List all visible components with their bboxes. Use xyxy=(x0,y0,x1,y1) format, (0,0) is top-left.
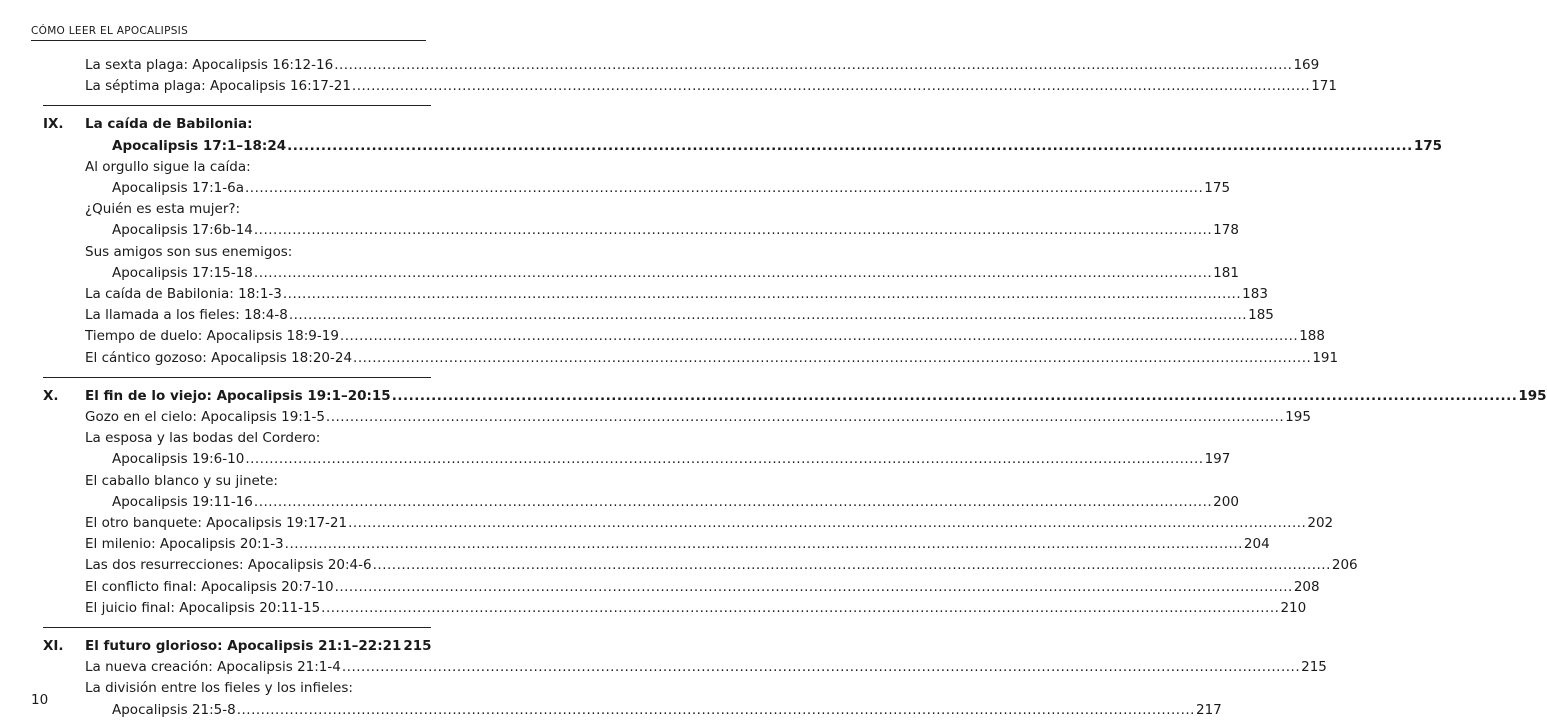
section-numeral: XI. xyxy=(43,638,64,655)
dot-leader: ........................................................................................................................................................................................................ xyxy=(391,387,1518,404)
toc-chapter-entry xyxy=(85,114,1442,156)
entry-title: Tiempo de duelo: Apocalipsis 18:9-19 xyxy=(85,328,339,345)
entry-title-line: ¿Quién es esta mujer?: xyxy=(85,201,241,218)
section-numeral: X. xyxy=(43,387,59,404)
dot-leader: ........................................................................................................................................................................................................ xyxy=(245,180,1204,197)
toc-entry xyxy=(85,555,1358,576)
entry-title-line: Sus amigos son sus enemigos: xyxy=(85,243,293,260)
dot-leader: ........................................................................................................................................................................................................ xyxy=(353,349,1312,366)
dot-leader: ........................................................................................................................................................................................................ xyxy=(321,599,1280,616)
toc-section xyxy=(43,105,1442,368)
dot-leader: ........................................................................................................................................................................................................ xyxy=(348,515,1307,532)
entry-page-number: 217 xyxy=(1195,701,1222,718)
entry-title-line: El caballo blanco y su jinete: xyxy=(85,472,278,489)
entry-title: La caída de Babilonia: 18:1-3 xyxy=(85,286,282,303)
entry-title: El futuro glorioso: Apocalipsis 21:1–22:21 xyxy=(85,638,402,655)
toc-section xyxy=(43,55,1337,97)
toc-entry xyxy=(85,284,1268,305)
table-of-contents xyxy=(43,55,1547,721)
toc-entry xyxy=(85,577,1320,598)
entry-title: La nueva creación: Apocalipsis 21:1-4 xyxy=(85,659,341,676)
toc-entry xyxy=(85,242,1239,284)
entry-page-number: 181 xyxy=(1213,264,1239,281)
entry-page-number: 200 xyxy=(1213,493,1239,510)
dot-leader: ........................................................................................................................................................................................................ xyxy=(341,659,1301,676)
entry-title: Apocalipsis 17:1–18:24 xyxy=(112,137,287,154)
entry-title: Apocalipsis 19:11-16 xyxy=(112,493,253,510)
toc-entry xyxy=(85,678,1222,720)
dot-leader: ........................................................................................................................................................................................................ xyxy=(253,493,1213,510)
toc-entry xyxy=(85,348,1339,369)
entry-page-number: 210 xyxy=(1280,599,1307,616)
dot-leader: ........................................................................................................................................................................................................ xyxy=(253,222,1213,239)
entry-page-number: 215 xyxy=(1301,659,1327,676)
entry-page-number: 204 xyxy=(1243,536,1270,553)
dot-leader: ........................................................................................................................................................................................................ xyxy=(284,536,1243,553)
section-numeral: IX. xyxy=(43,116,64,133)
toc-entry xyxy=(85,326,1325,347)
toc-section xyxy=(43,377,1547,619)
toc-entry xyxy=(85,199,1239,241)
entry-page-number: 169 xyxy=(1293,57,1320,73)
dot-leader: ........................................................................................................................................................................................................ xyxy=(253,264,1213,281)
toc-entry xyxy=(85,428,1231,470)
entry-title-line: La esposa y las bodas del Cordero: xyxy=(85,430,321,447)
entry-page-number: 202 xyxy=(1307,515,1334,532)
toc-entry xyxy=(85,513,1334,534)
entry-title: La sexta plaga: Apocalipsis 16:12-16 xyxy=(85,57,334,73)
entry-page-number: 215 xyxy=(403,638,432,655)
entry-page-number: 188 xyxy=(1299,328,1325,345)
entry-title: El fin de lo viejo: Apocalipsis 19:1–20:15 xyxy=(85,387,391,404)
entry-page-number: 183 xyxy=(1242,286,1268,303)
entry-title-line: La división entre los fieles y los infieles: xyxy=(85,680,353,697)
dot-leader: ........................................................................................................................................................................................................ xyxy=(339,328,1299,345)
running-header: CÓMO LEER EL APOCALIPSIS xyxy=(31,25,426,41)
entry-page-number: 195 xyxy=(1285,409,1311,426)
entry-title: La llamada a los fieles: 18:4-8 xyxy=(85,307,288,324)
toc-entry xyxy=(85,76,1337,97)
entry-page-number: 197 xyxy=(1204,451,1231,468)
toc-entry xyxy=(85,305,1274,326)
entry-title: El otro banquete: Apocalipsis 19:17-21 xyxy=(85,515,348,532)
dot-leader: ........................................................................................................................................................................................................ xyxy=(351,78,1311,95)
dot-leader: ........................................................................................................................................................................................................ xyxy=(334,578,1293,595)
dot-leader: ........................................................................................................................................................................................................ xyxy=(282,286,1242,303)
entry-title: La séptima plaga: Apocalipsis 16:17-21 xyxy=(85,78,351,95)
entry-page-number: 208 xyxy=(1293,578,1320,595)
entry-page-number: 195 xyxy=(1518,387,1547,404)
toc-chapter-entry xyxy=(85,636,431,657)
toc-entry xyxy=(85,471,1239,513)
dot-leader: ........................................................................................................................................................................................................ xyxy=(287,137,1413,154)
entry-title: Apocalipsis 19:6-10 xyxy=(112,451,245,468)
toc-entry xyxy=(85,55,1320,76)
toc-chapter-entry xyxy=(85,386,1547,407)
dot-leader: ........................................................................................................................................................................................................ xyxy=(236,701,1195,718)
toc-entry xyxy=(85,657,1327,678)
entry-title: El milenio: Apocalipsis 20:1-3 xyxy=(85,536,284,553)
entry-title: Gozo en el cielo: Apocalipsis 19:1-5 xyxy=(85,409,325,426)
dot-leader: ........................................................................................................................................................................................................ xyxy=(325,409,1285,426)
entry-title: El cántico gozoso: Apocalipsis 18:20-24 xyxy=(85,349,353,366)
entry-title: Apocalipsis 17:15-18 xyxy=(112,264,253,281)
entry-title: El juicio final: Apocalipsis 20:11-15 xyxy=(85,599,321,616)
entry-title: El conflicto final: Apocalipsis 20:7-10 xyxy=(85,578,334,595)
entry-title: Apocalipsis 17:6b-14 xyxy=(112,222,253,239)
dot-leader: ........................................................................................................................................................................................................ xyxy=(372,557,1331,574)
toc-entry xyxy=(85,407,1311,428)
toc-entry xyxy=(85,534,1270,555)
toc-section xyxy=(43,627,1327,721)
entry-title: Apocalipsis 21:5-8 xyxy=(112,701,236,718)
entry-page-number: 178 xyxy=(1213,222,1239,239)
entry-title-line: Al orgullo sigue la caída: xyxy=(85,158,251,175)
toc-entry xyxy=(85,598,1307,619)
entry-page-number: 171 xyxy=(1311,78,1337,95)
page-number: 10 xyxy=(31,692,49,708)
entry-page-number: 206 xyxy=(1331,557,1358,574)
entry-page-number: 175 xyxy=(1413,137,1442,154)
dot-leader: ........................................................................................................................................................................................................ xyxy=(245,451,1204,468)
dot-leader: ........................................................................................................................................................................................................ xyxy=(288,307,1248,324)
entry-title: Las dos resurrecciones: Apocalipsis 20:4-6 xyxy=(85,557,372,574)
entry-page-number: 185 xyxy=(1248,307,1274,324)
toc-entry xyxy=(85,157,1231,199)
entry-page-number: 191 xyxy=(1312,349,1339,366)
entry-page-number: 175 xyxy=(1204,180,1231,197)
dot-leader: ........................................................................................................................................................................................................ xyxy=(334,57,1293,73)
entry-title-line: La caída de Babilonia: xyxy=(85,116,253,133)
entry-title: Apocalipsis 17:1-6a xyxy=(112,180,244,197)
